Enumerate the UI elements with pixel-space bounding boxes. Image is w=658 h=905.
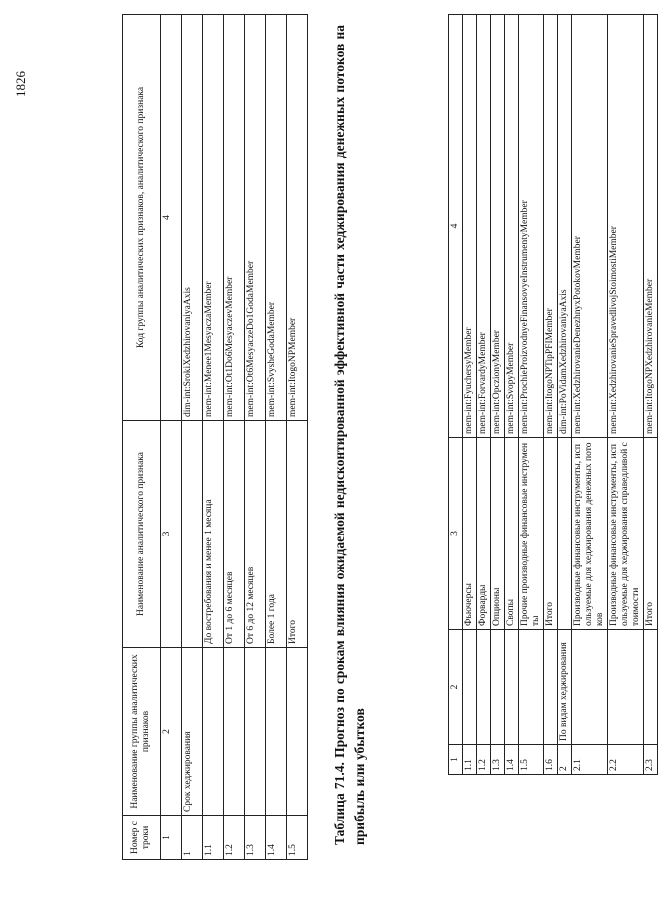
attribute-name: [558, 438, 572, 630]
table-row: [463, 15, 477, 775]
attribute-code: mem-int:ItogoNPXedzhirovanieMember: [644, 15, 658, 438]
attribute-name: От 1 до 6 месяцев: [223, 421, 244, 648]
members-table: [448, 14, 658, 775]
row-number: 2: [558, 745, 572, 775]
group-name: [286, 648, 307, 816]
column-number: 4: [449, 15, 463, 438]
group-name: [244, 648, 265, 816]
attribute-code: mem-int:ForvardyMember: [477, 15, 491, 438]
attribute-name: Производные финансовые инструменты, используемые для хеджирования справедливой стоимости: [608, 438, 644, 630]
attribute-name: Более 1 года: [265, 421, 286, 648]
group-name: [223, 648, 244, 816]
attribute-name: Итого: [644, 438, 658, 630]
table-row: [608, 15, 644, 775]
column-number-row: [160, 15, 181, 860]
row-number: 1.4: [505, 745, 519, 775]
attribute-code: dim-int:SrokiXedzhirovaniyaAxis: [181, 15, 202, 421]
table-row: [477, 15, 491, 775]
attribute-name: До востребования и менее 1 месяца: [202, 421, 223, 648]
column-number: 3: [160, 421, 181, 648]
column-header: Наименование аналитического признака: [123, 421, 161, 648]
group-name: [644, 630, 658, 745]
attribute-name: Опционы: [491, 438, 505, 630]
table-row: [505, 15, 519, 775]
column-header: Номер строки: [123, 816, 161, 860]
column-header: Наименование группы аналитических признаков: [123, 648, 161, 816]
table-header-row: [123, 15, 161, 860]
attribute-name: [181, 421, 202, 648]
attribute-code: dim-int:PoVidamXedzhirovaniyaAxis: [558, 15, 572, 438]
row-number: 1.1: [463, 745, 477, 775]
row-number: 1.3: [491, 745, 505, 775]
group-name: [572, 630, 608, 745]
row-number: 2.1: [572, 745, 608, 775]
row-number: 1.2: [223, 816, 244, 860]
attribute-code: mem-int:ItogoNPMember: [286, 15, 307, 421]
attribute-name: Итого: [544, 438, 558, 630]
attribute-code: mem-int:OpczionyMember: [491, 15, 505, 438]
group-name: [544, 630, 558, 745]
table-row: [519, 15, 544, 775]
hedging-terms-table: [122, 14, 308, 860]
row-number: 2.2: [608, 745, 644, 775]
table-row: [644, 15, 658, 775]
attribute-code: mem-int:XedzhirovanieSpravedlivojStoimostiMember: [608, 15, 644, 438]
table-caption: Таблица 71.4. Прогноз по срокам влияния ожидаемой недисконтированной эффективной части хеджирования денежных потоков на прибыль или убытков: [332, 25, 367, 845]
group-name: По видам хеджирования: [558, 630, 572, 745]
page-number: 1826: [13, 71, 28, 97]
row-number: 1.5: [286, 816, 307, 860]
row-number: 2.3: [644, 745, 658, 775]
group-name: [202, 648, 223, 816]
group-name: [463, 630, 477, 745]
row-number: 1.3: [244, 816, 265, 860]
column-number: 2: [449, 630, 463, 745]
attribute-name: От 6 до 12 месяцев: [244, 421, 265, 648]
attribute-name: Производные финансовые инструменты, используемые для хеджирования денежных потоков: [572, 438, 608, 630]
group-name: [265, 648, 286, 816]
attribute-code: mem-int:Ot6MesyaczeDo1GodaMember: [244, 15, 265, 421]
group-name: [505, 630, 519, 745]
row-number: 1.5: [519, 745, 544, 775]
attribute-name: Итого: [286, 421, 307, 648]
table-row: [181, 15, 202, 860]
attribute-name: Фьючерсы: [463, 438, 477, 630]
group-name: [608, 630, 644, 745]
column-number: 2: [160, 648, 181, 816]
table-row: [244, 15, 265, 860]
table-header-row: [449, 15, 463, 775]
row-number: 1.2: [477, 745, 491, 775]
attribute-name: Форварды: [477, 438, 491, 630]
column-number: 3: [449, 438, 463, 630]
table-row: [286, 15, 307, 860]
attribute-code: mem-int:ProchieProizvodnyeFinansovyeInstrumentyMember: [519, 15, 544, 438]
group-name: [519, 630, 544, 745]
attribute-code: mem-int:ItogoNPTipPFIMember: [544, 15, 558, 438]
attribute-code: mem-int:SvysheGodaMember: [265, 15, 286, 421]
table-row: [544, 15, 558, 775]
row-number: 1: [181, 816, 202, 860]
group-name: [477, 630, 491, 745]
table-row: [265, 15, 286, 860]
row-number: 1.1: [202, 816, 223, 860]
column-number: 1: [160, 816, 181, 860]
table-row: [223, 15, 244, 860]
table-row: [202, 15, 223, 860]
attribute-code: mem-int:XedzhirovanieDenezhnyxPotokovMember: [572, 15, 608, 438]
row-number: 1.6: [544, 745, 558, 775]
group-name: [491, 630, 505, 745]
attribute-code: mem-int:Menee1MesyaczaMember: [202, 15, 223, 421]
table-row: [491, 15, 505, 775]
table-row: [572, 15, 608, 775]
column-header: Код группы аналитических признаков, аналитического признака: [123, 15, 161, 421]
table-row: [558, 15, 572, 775]
row-number: 1.4: [265, 816, 286, 860]
group-name: Срок хеджирования: [181, 648, 202, 816]
column-number: 1: [449, 745, 463, 775]
attribute-name: Свопы: [505, 438, 519, 630]
column-number: 4: [160, 15, 181, 421]
attribute-code: mem-int:Ot1Do6MesyaczevMember: [223, 15, 244, 421]
attribute-code: mem-int:FyuchersyMember: [463, 15, 477, 438]
attribute-name: Прочие производные финансовые инструменты: [519, 438, 544, 630]
attribute-code: mem-int:SvopyMember: [505, 15, 519, 438]
